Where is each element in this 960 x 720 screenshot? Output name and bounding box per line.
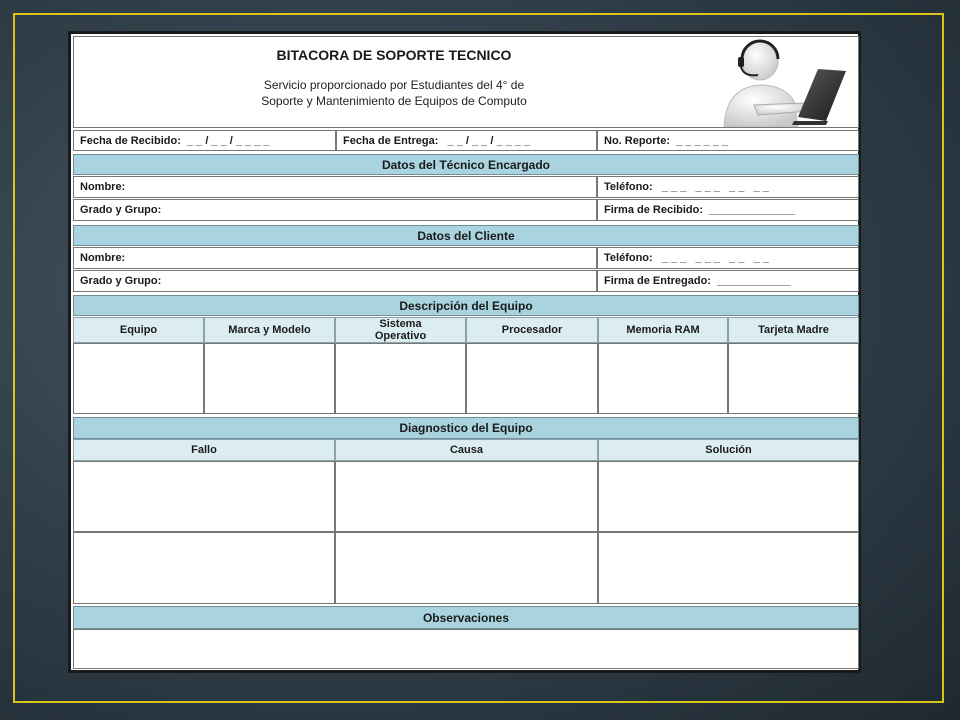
technician-name-field[interactable]: Nombre:	[73, 176, 597, 198]
client-signature-field[interactable]: Firma de Entregado: ____________	[597, 270, 859, 292]
equipment-col-ram: Memoria RAM	[598, 317, 728, 343]
diagnosis-cell-cause[interactable]	[335, 461, 598, 532]
equipment-col-processor: Procesador	[466, 317, 598, 343]
equipment-cell-brand-model[interactable]	[204, 343, 335, 414]
diagnosis-section-header: Diagnostico del Equipo	[73, 417, 859, 439]
support-log-form	[68, 31, 861, 673]
technician-signature-field[interactable]: Firma de Recibido: ______________	[597, 199, 859, 221]
diagnosis-cell-solution[interactable]	[598, 461, 859, 532]
form-subtitle-line2: Soporte y Mantenimiento de Equipos de Computo	[261, 94, 527, 108]
report-number-field[interactable]: No. Reporte: _ _ _ _ _ _	[597, 130, 859, 151]
diagnosis-cell-cause[interactable]	[335, 532, 598, 604]
technician-grade-field[interactable]: Grado y Grupo:	[73, 199, 597, 221]
diagnosis-col-cause: Causa	[335, 439, 598, 461]
equipment-col-brand-model: Marca y Modelo	[204, 317, 335, 343]
equipment-col-motherboard: Tarjeta Madre	[728, 317, 859, 343]
equipment-section-header: Descripción del Equipo	[73, 295, 859, 316]
technician-section-header: Datos del Técnico Encargado	[73, 154, 859, 175]
received-date-field[interactable]: Fecha de Recibido: _ _ / _ _ / _ _ _ _	[73, 130, 336, 151]
delivery-date-field[interactable]: Fecha de Entrega: _ _ / _ _ / _ _ _ _	[336, 130, 597, 151]
form-subtitle-line1: Servicio proporcionado por Estudiantes del 4° de	[263, 78, 525, 92]
diagnosis-cell-fault[interactable]	[73, 461, 335, 532]
technician-phone-field[interactable]: Teléfono: _ _ _ _ _ _ _ _ _ _	[597, 176, 859, 198]
equipment-cell-equipo[interactable]	[73, 343, 204, 414]
form-title: BITACORA DE SOPORTE TECNICO	[276, 47, 512, 63]
client-phone-field[interactable]: Teléfono: _ _ _ _ _ _ _ _ _ _	[597, 247, 859, 269]
equipment-cell-ram[interactable]	[598, 343, 728, 414]
diagnosis-col-fault: Fallo	[73, 439, 335, 461]
support-agent-icon	[714, 39, 854, 127]
diagnosis-col-solution: Solución	[598, 439, 859, 461]
client-section-header: Datos del Cliente	[73, 225, 859, 246]
equipment-cell-os[interactable]	[335, 343, 466, 414]
diagnosis-cell-solution[interactable]	[598, 532, 859, 604]
diagnosis-cell-fault[interactable]	[73, 532, 335, 604]
observations-field[interactable]	[73, 629, 859, 669]
client-name-field[interactable]: Nombre:	[73, 247, 597, 269]
client-grade-field[interactable]: Grado y Grupo:	[73, 270, 597, 292]
observations-section-header: Observaciones	[73, 606, 859, 629]
equipment-cell-processor[interactable]	[466, 343, 598, 414]
form-header	[73, 36, 859, 128]
equipment-cell-motherboard[interactable]	[728, 343, 859, 414]
equipment-col-equipo: Equipo	[73, 317, 204, 343]
equipment-col-os: Sistema Operativo	[335, 317, 466, 343]
